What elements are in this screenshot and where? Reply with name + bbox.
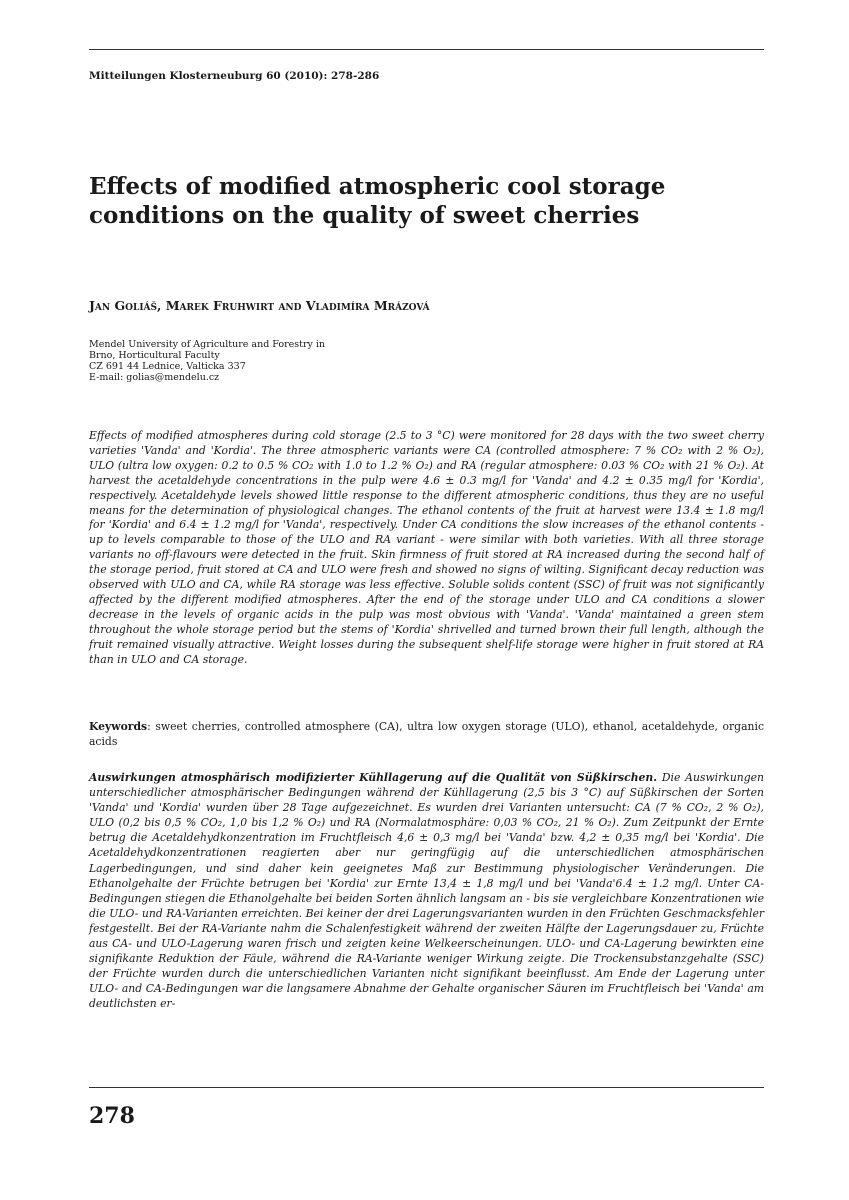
article-title: Effects of modified atmospheric cool storage conditions on the quality of sweet cherries [89,173,666,229]
affiliation-line: Brno, Horticultural Faculty [89,350,220,361]
german-abstract-body: Die Auswirkungen unterschiedlicher atmosphärischer Bedingungen während der Kühllagerung (2,5 bis 3 °C) auf Süßkirschen der Sorten 'Vanda' und 'Kordia' wurden über 28 Tage aufgezeichnet. Es wurden drei Varianten untersucht: CA (7 % CO₂, 2 % O₂), ULO (0,2 bis 0,5 % CO₂, 1,0 bis 1,2 % O₂) und RA (Normalatmosphäre: 0,03 % CO₂, 21 % O₂). Zum Zeitpunkt der Ernte betrug die Acetaldehydkonzentration im Fruchtfleisch 4,6 ± 0,3 mg/l bei 'Vanda' bzw. 4,2 ± 0,35 mg/l bei 'Kordia'. Die Acetaldehydkonzentrationen reagierten aber nur geringfügig auf die unterschiedlichen atmosphärischen Lagerbedingungen, und sind daher kein geeignetes Maß zur Bestimmung physiologischer Veränderungen. Die Ethanolgehalte der Früchte betrugen bei 'Kordia' zur Ernte 13,4 ± 1,8 mg/l und bei 'Vanda'6.4 ± 1.2 mg/l. Unter CA-Bedingungen stiegen die Ethanolgehalte bei beiden Sorten ähnlich langsam an - bis sie vergleichbare Konzentrationen wie die ULO- und RA-Varianten erreichten. Bei keiner der drei Lagerungsvarianten wurden in den Früchten Geschmacksfehler festgestellt. Bei der RA-Variante nahm die Schalenfestigkeit während der zweiten Hälfte der Lagerungsdauer zu, Früchte aus CA- und ULO-Lagerung waren frisch und zeigten keine Welkeerscheinungen. ULO- und CA-Lagerung bewirkten eine signifikante Reduktion der Fäule, während die RA-Variante weniger Wirkung zeigte. Die Trockensubstanzgehalte (SSC) der Früchte wurden durch die unterschiedlichen Varianten nicht signifikant beeinflusst. Am Ende der Lagerung unter ULO- and CA-Bedingungen war die langsamere Abnahme der Gehalte organischer Säuren im Fruchtfleisch bei 'Vanda' am deutlichsten er- [89,771,765,1011]
keywords-paragraph [89,720,764,750]
german-abstract [89,770,764,1012]
affiliation-line: CZ 691 44 Lednice, Valticka 337 [89,361,246,372]
journal-citation: Mitteilungen Klosterneuburg 60 (2010): 278-286 [89,70,380,82]
page-number: 278 [89,1103,135,1129]
footer-rule [89,1087,764,1088]
author-list: Jan Goliáš, Marek Fruhwirt and Vladimíra Mrázová [89,298,430,313]
german-abstract-title: Auswirkungen atmosphärisch modifizierter Kühllagerung auf die Qualität von Süßkirschen. [89,771,658,784]
keywords-list: : sweet cherries, controlled atmosphere (CA), ultra low oxygen storage (ULO), ethanol, acetaldehyde, organic acids [89,720,764,748]
affiliation-email: E-mail: golias@mendelu.cz [89,372,220,383]
keywords-label: Keywords [89,720,148,733]
english-abstract: Effects of modified atmospheres during cold storage (2.5 to 3 °C) were monitored for 28 days with the two sweet cherry varieties 'Vanda' and 'Kordia'. The three atmospheric variants were CA (controlled atmosphere: 7 % CO₂ with 2 % O₂), ULO (ultra low oxygen: 0.2 to 0.5 % CO₂ with 1.0 to 1.2 % O₂) and RA (regular atmosphere: 0.03 % CO₂ with 21 % O₂). At harvest the acetaldehyde concentrations in the pulp were 4.6 ± 0.3 mg/l for 'Vanda' and 4.2 ± 0.35 mg/l for 'Kordia', respectively. Acetaldehyde levels showed little response to the different atmospheric conditions, thus they are no useful means for the determination of physiological changes. The ethanol contents of the fruit at harvest were 13.4 ± 1.8 mg/l for 'Kordia' and 6.4 ± 1.2 mg/l for 'Vanda', respectively. Under CA conditions the slow increases of the ethanol contents - up to levels comparable to those of the ULO and RA variant - were similar with both varieties. With all three storage variants no off-flavours were detected in the fruit. Skin firmness of fruit stored at RA increased during the second half of the storage period, fruit stored at CA and ULO were fresh and showed no signs of wilting. Significant decay reduction was observed with ULO and CA, while RA storage was less effective. Soluble solids content (SSC) of fruit was not significantly affected by the different modified atmospheres. After the end of the storage under ULO and CA conditions a slower decrease in the levels of organic acids in the pulp was most obvious with 'Vanda'. 'Vanda' maintained a green stem throughout the whole storage period but the stems of 'Kordia' shrivelled and turned brown their full length, although the fruit remained visually attractive. Weight losses during the subsequent shelf-life storage were higher in fruit stored at RA than in ULO and CA storage. [89,429,764,666]
affiliation-line: Mendel University of Agriculture and Forestry in [89,339,326,350]
header-rule [89,49,764,50]
affiliation-block [89,339,764,383]
